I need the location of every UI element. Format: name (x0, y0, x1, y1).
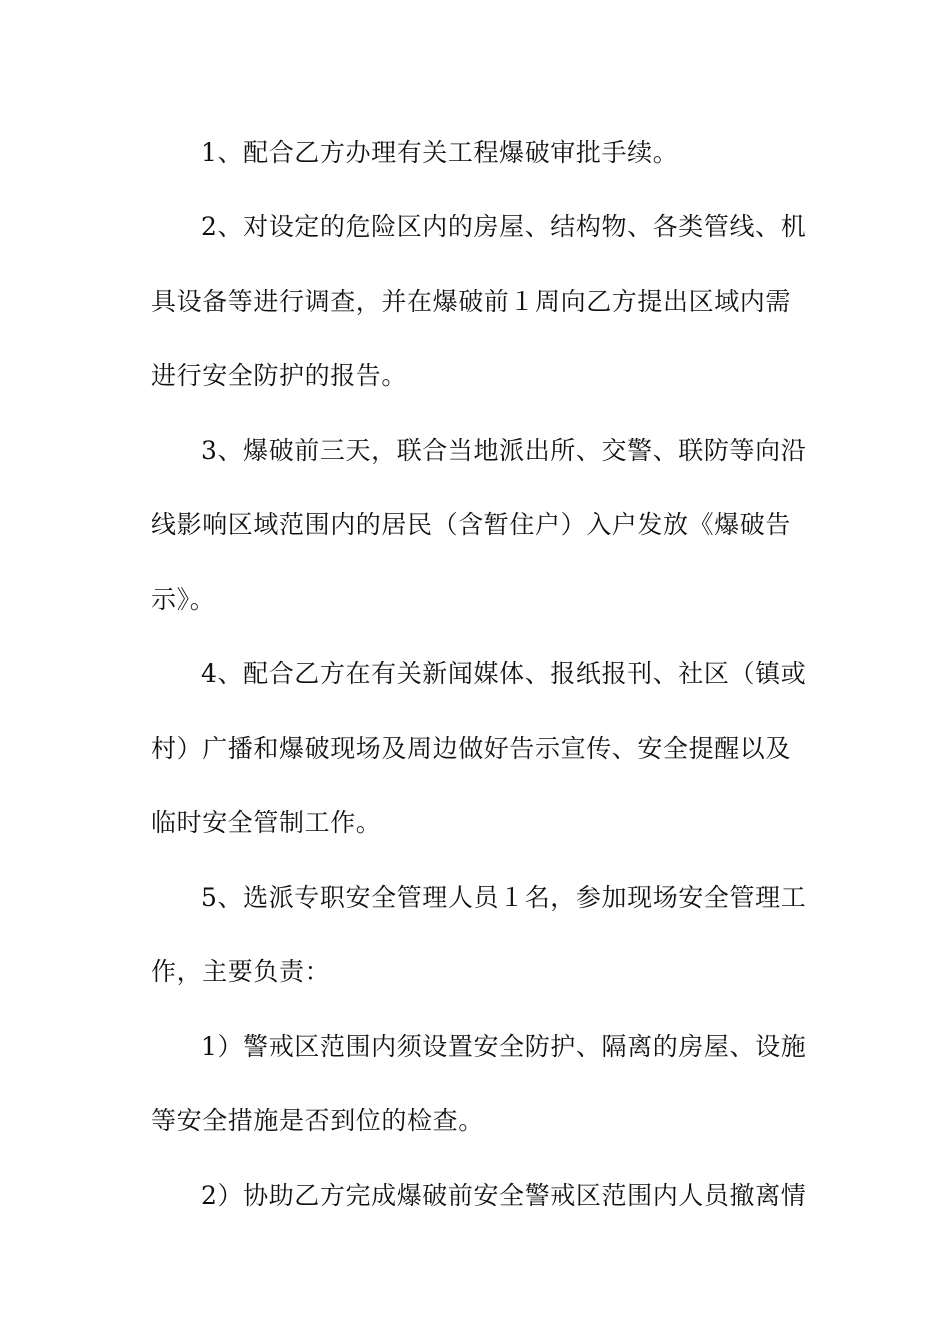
paragraph-5-line-2: 作，主要负责： (151, 957, 331, 986)
paragraph-5-line-1: 5、选派专职安全管理人员１名，参加现场安全管理工 (201, 883, 807, 912)
paragraph-3-line-3: 示》。 (151, 585, 216, 614)
paragraph-2-line-1: 2、对设定的危险区内的房屋、结构物、各类管线、机 (201, 212, 807, 241)
paragraph-2-line-3: 进行安全防护的报告。 (151, 361, 408, 390)
paragraph-1-line-1: 1、配合乙方办理有关工程爆破审批手续。 (201, 138, 679, 167)
paragraph-3-line-2: 线影响区域范围内的居民（含暂住户）入户发放《爆破告 (151, 510, 792, 539)
paragraph-2-line-2: 具设备等进行调查，并在爆破前１周向乙方提出区域内需 (151, 287, 792, 316)
paragraph-3-line-1: 3、爆破前三天，联合当地派出所、交警、联防等向沿 (201, 436, 807, 465)
paragraph-6-line-1: 1）警戒区范围内须设置安全防护、隔离的房屋、设施 (201, 1032, 807, 1061)
paragraph-4-line-3: 临时安全管制工作。 (151, 808, 382, 837)
paragraph-4-line-1: 4、配合乙方在有关新闻媒体、报纸报刊、社区（镇或 (201, 659, 807, 688)
paragraph-6-line-2: 等安全措施是否到位的检查。 (151, 1106, 484, 1135)
paragraph-4-line-2: 村）广播和爆破现场及周边做好告示宣传、安全提醒以及 (151, 734, 792, 763)
paragraph-7-line-1: 2）协助乙方完成爆破前安全警戒区范围内人员撤离情 (201, 1181, 807, 1210)
